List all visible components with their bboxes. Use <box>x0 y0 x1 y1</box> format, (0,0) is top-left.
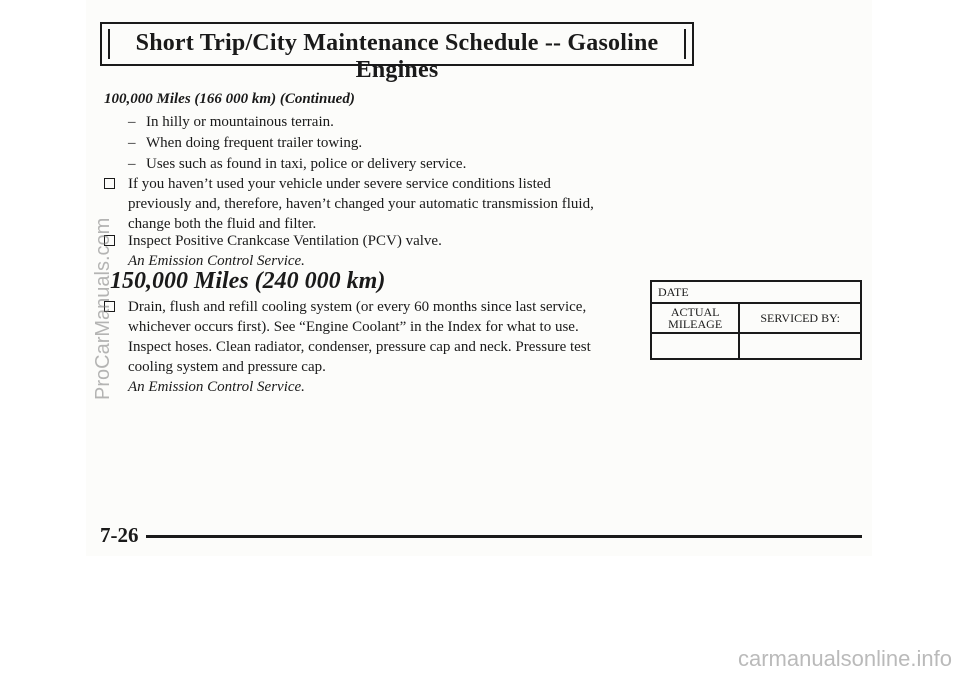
service-log-table <box>650 280 862 360</box>
condition-list <box>128 112 466 175</box>
page-title: Short Trip/City Maintenance Schedule -- Gasoline Engines <box>135 30 659 83</box>
watermark-site: carmanualsonline.info <box>737 646 952 671</box>
emission-note: An Emission Control Service. <box>128 253 305 269</box>
dash-bullet: – <box>128 156 136 172</box>
mileage-subheading: 100,000 Miles (166 000 km) (Continued) <box>104 91 355 107</box>
mileage-header: ACTUAL MILEAGE <box>651 303 739 333</box>
checkbox-icon <box>104 178 115 189</box>
dash-bullet: – <box>128 135 136 151</box>
footer-rule <box>146 535 862 538</box>
serviced-by-entry-cell <box>739 333 861 359</box>
page-number: 7-26 <box>100 523 139 547</box>
list-item: – Uses such as found in taxi, police or delivery service. <box>128 154 466 175</box>
date-cell: DATE <box>651 281 861 303</box>
list-item: – In hilly or mountainous terrain. <box>128 112 466 133</box>
section-heading: 150,000 Miles (240 000 km) <box>110 268 386 294</box>
list-item: – When doing frequent trailer towing. <box>128 133 466 154</box>
emission-note: An Emission Control Service. <box>128 379 305 395</box>
mileage-entry-cell <box>651 333 739 359</box>
title-box <box>100 22 694 83</box>
serviced-by-header: SERVICED BY: <box>739 303 861 333</box>
dash-bullet: – <box>128 114 136 130</box>
watermark-vertical: ProCarManuals.com <box>92 217 114 400</box>
